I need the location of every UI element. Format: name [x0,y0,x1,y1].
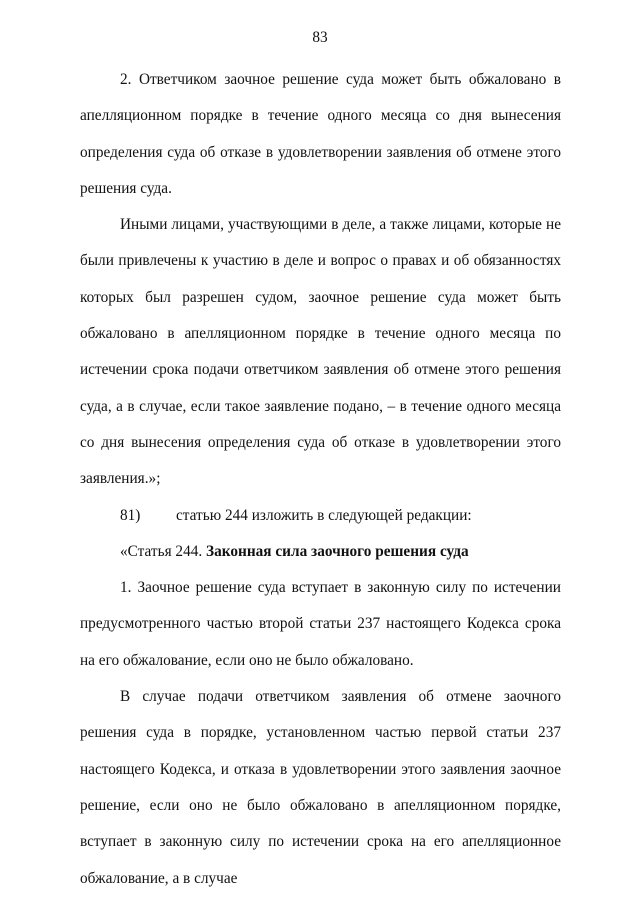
text-body [80,62,561,897]
paragraph-appeal-other-persons: Иными лицами, участвующими в деле, а также лицами, которые не были привлечены к участию в деле и вопрос о правах и об обязанностях которых был разрешен судом, заочное решение суда может быть обжаловано в апелляционном порядке в течение одного месяца по истечении срока подачи ответчиком заявления об отмене этого решения суда, а в случае, если такое заявление подано, – в течение одного месяца со дня вынесения определения суда об отказе в удовлетворении этого заявления.»; [80,216,561,488]
list-item-text: статью 244 изложить в следующей редакции: [176,506,472,524]
paragraph-entry-into-force: 1. Заочное решение суда вступает в законную силу по истечении предусмотренного частью второй статьи 237 настоящего Кодекса срока на его обжалование, если оно не было обжаловано. [80,579,561,669]
list-item-81 [80,498,561,534]
article-heading-title: Законная сила заочного решения суда [206,542,469,560]
page-number: 83 [312,29,328,46]
paragraph-case-of-application: В случае подачи ответчиком заявления об отмене заочного решения суда в порядке, установленном частью первой статьи 237 настоящего Кодекса, и отказа в удовлетворении этого заявления заочное решение, если оно не было обжаловано в апелляционном порядке, вступает в законную силу по истечении срока на его апелляционное обжалование, а в случае [80,688,561,887]
paragraph-appeal-defendant: 2. Ответчиком заочное решение суда может быть обжаловано в апелляционном порядке в течение одного месяца со дня вынесения определения суда об отказе в удовлетворении заявления об отмене этого решения суда. [80,71,561,197]
article-heading [80,534,561,570]
article-heading-prefix: «Статья 244. [120,542,207,560]
list-item-number: 81) [120,506,141,524]
